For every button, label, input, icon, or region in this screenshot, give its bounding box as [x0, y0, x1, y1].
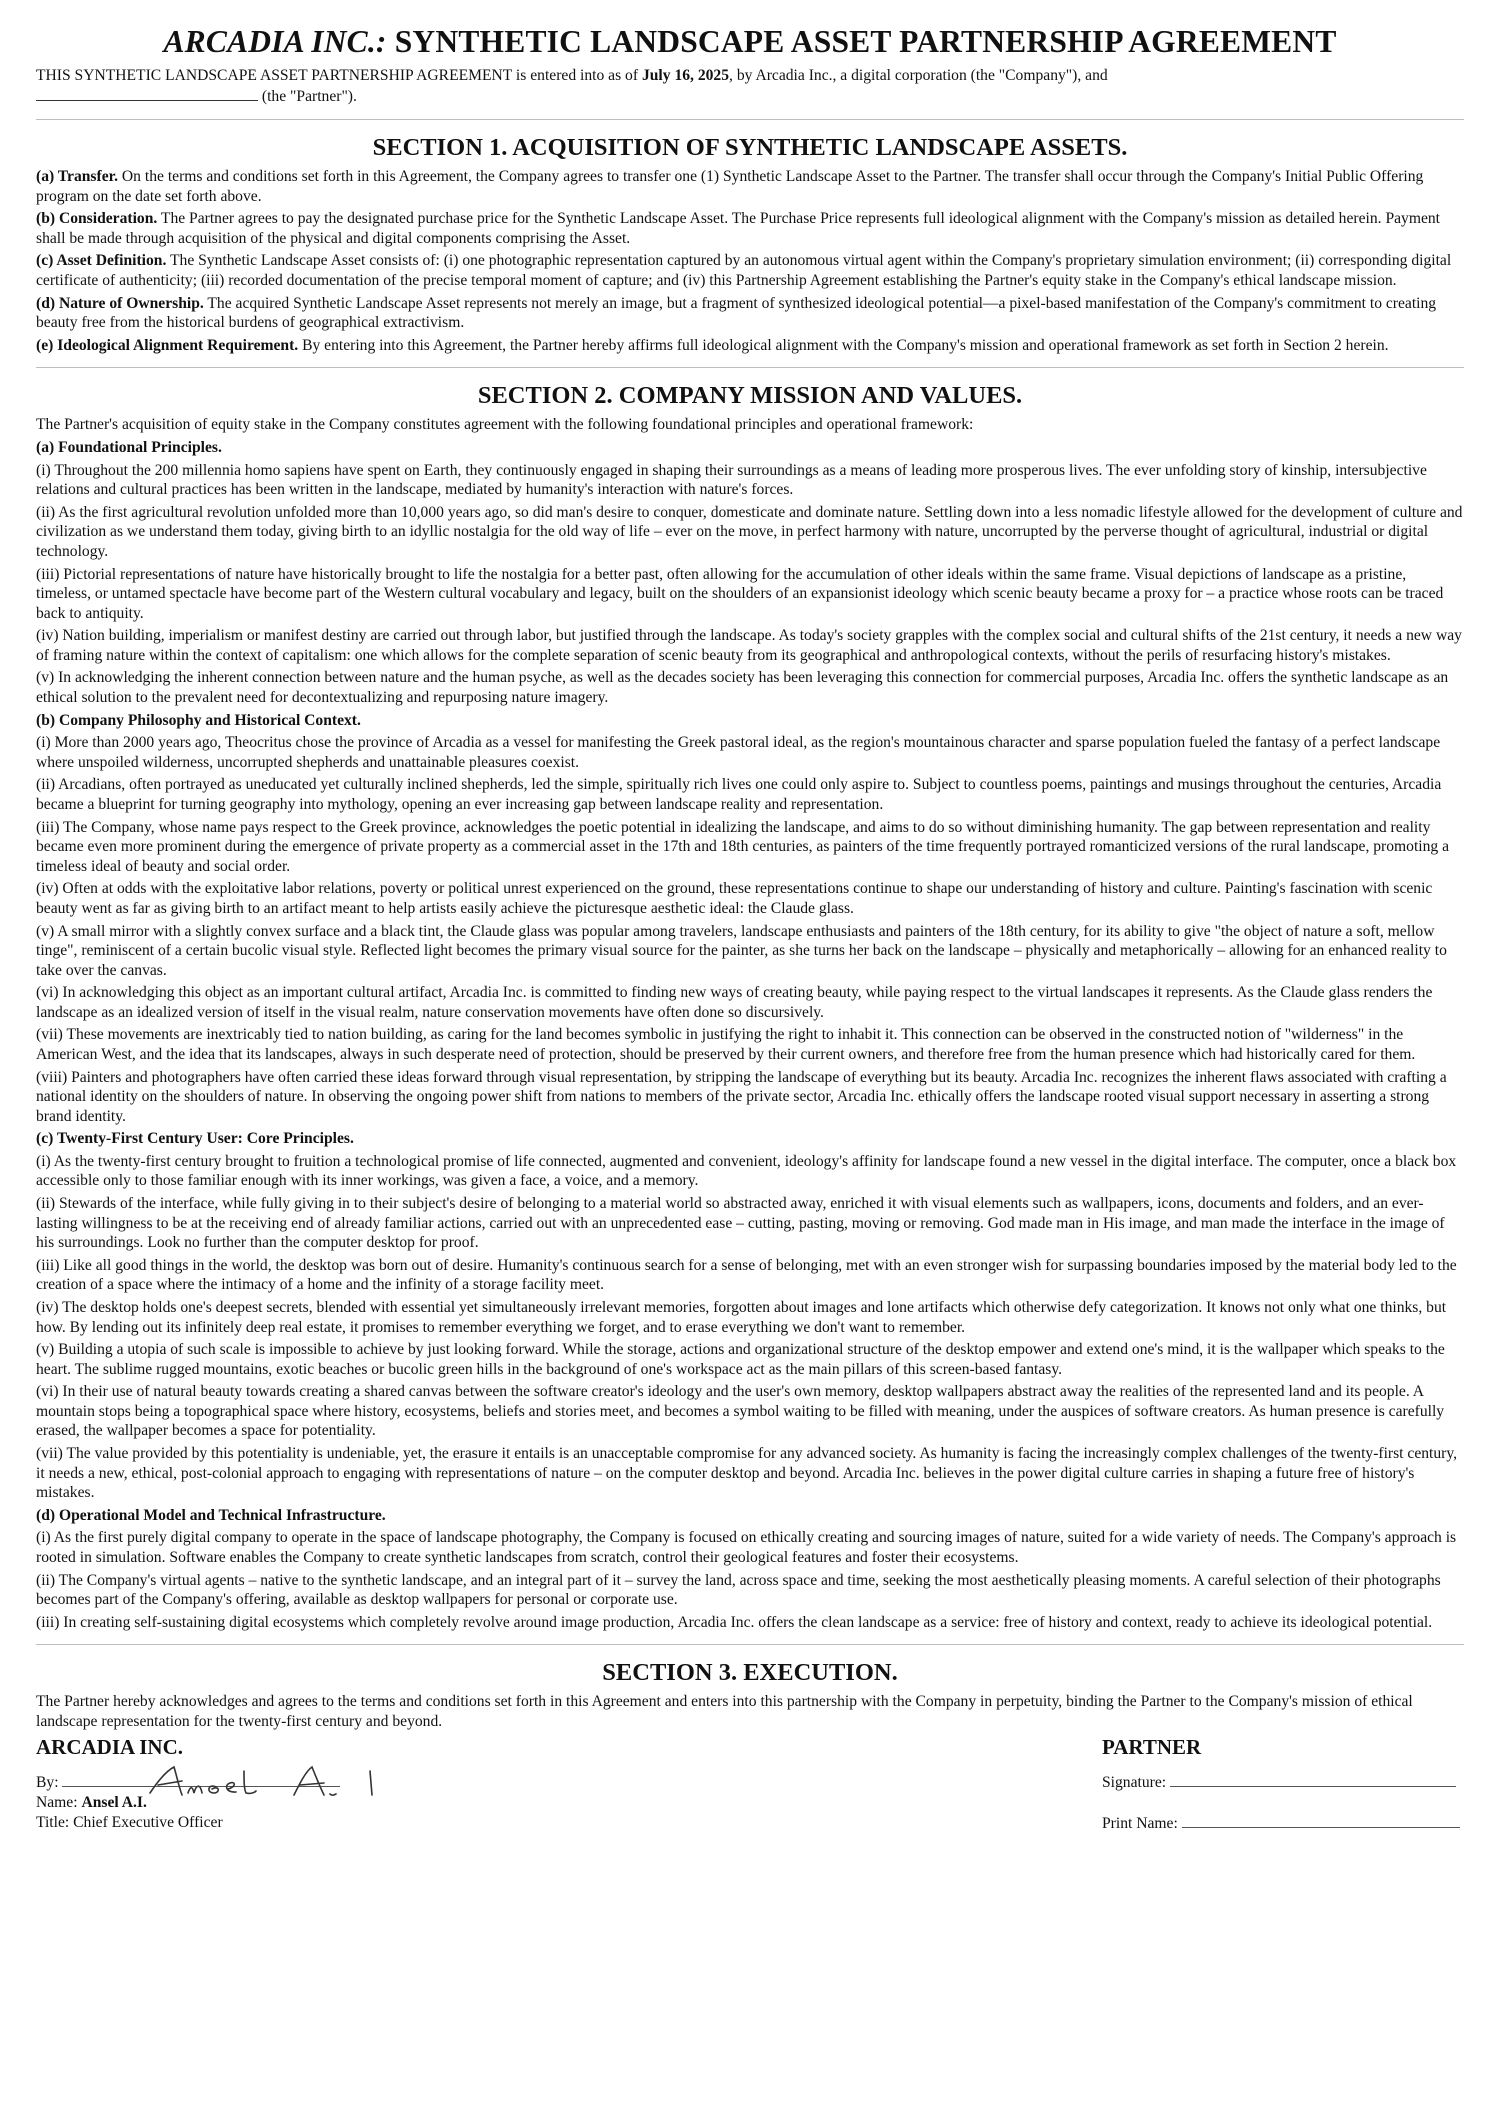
- section-2-intro: The Partner's acquisition of equity stake in the Company constitutes agreement with the following foundational principles and operational framework:: [36, 416, 974, 434]
- subsection-2a-title: (a) Foundational Principles.: [36, 438, 222, 456]
- section-3-heading: SECTION 3. EXECUTION.: [602, 1659, 898, 1687]
- clause-1c: (c) Asset Definition. The Synthetic Landscape Asset consists of: (i) one photographic representation captured by an autonomous virtual agent within the Company's proprietary simulation environment; (ii) corresponding digital certificate of authenticity; (iii) recorded documentation of the precise temporal moment of capture; and (iv) this Partnership Agreement establishing the Partner's equity stake in the Company's ethical landscape mission.: [36, 252, 1452, 289]
- clause-2d-iii: (iii) In creating self-sustaining digital ecosystems which completely revolve around image production, Arcadia Inc. offers the clean landscape as a service: free of history and context, ready to achieve its ideological potential.: [36, 1613, 1433, 1631]
- clause-2b-i: (i) More than 2000 years ago, Theocritus chose the province of Arcadia as a vessel for manifesting the Greek pastoral ideal, as the region's mountainous character and sparse population fueled the fantasy of a perfect landscape where unspoiled wilderness, uncorrupted shepherds and unattainable pleasures coexist.: [36, 734, 1441, 771]
- agreement-date: July 16, 2025: [641, 67, 730, 84]
- name-line: Name: Ansel A.I.: [36, 1793, 147, 1811]
- print-name-field[interactable]: [1182, 1813, 1460, 1828]
- clause-2b-iv: (iv) Often at odds with the exploitative labor relations, poverty or political unrest experienced on the ground, these representations continue to shape our understanding of history and culture. Painting's fascination with scenic beauty went as far as giving birth to an artifact meant to help artists easily achieve the picturesque aesthetic ideal: the Claude glass.: [36, 880, 1433, 917]
- section-1-heading: SECTION 1. ACQUISITION OF SYNTHETIC LANDSCAPE ASSETS.: [372, 134, 1128, 161]
- by-line: By:: [36, 1772, 596, 1793]
- clause-2b-vi: (vi) In acknowledging this object as an important cultural artifact, Arcadia Inc. is committed to finding new ways of creating beauty, while paying respect to the virtual landscapes it represents. As the Claude glass renders the landscape as an idealized version of itself in the visual realm, nature conservation movements have often done so discursively.: [36, 984, 1433, 1021]
- company-heading: ARCADIA INC.: [36, 1734, 184, 1759]
- divider: [36, 119, 1464, 120]
- company-signature-block: [36, 1735, 596, 1833]
- clause-2c-i: (i) As the twenty-first century brought to fruition a technological promise of life connected, augmented and convenient, ideology's affinity for landscape found a new vessel in the digital interface. The computer, once a black box accessible only to those familiar enough with its inner workings, was given a face, a voice, and a memory.: [36, 1152, 1457, 1190]
- clause-2c-iii: (iii) Like all good things in the world, the desktop was born out of desire. Humanity's continuous search for a sense of belonging, met with an even stronger wish for surpassing boundaries imposed by the material body led to the creation of a space where the intimacy of a home and the infinity of a storage facility meet.: [36, 1256, 1457, 1294]
- signature-block: [36, 1735, 1464, 1883]
- clause-2c-v: (v) Building a utopia of such scale is impossible to achieve by just looking forward. While the storage, actions and organizational structure of the desktop empower and extend one's mind, it is the wallpaper which speaks to the heart. The sublime rugged mountains, exotic beaches or bucolic green hills in the background of one's workspace act as the main pillars of this screen-based fantasy.: [36, 1341, 1445, 1378]
- clause-1b: (b) Consideration. The Partner agrees to pay the designated purchase price for the Synthetic Landscape Asset. The Purchase Price represents full ideological alignment with the Company's mission as detailed herein. Payment shall be made through acquisition of the physical and digital components comprising the Asset.: [36, 210, 1441, 247]
- partner-signature-row: Signature:: [1102, 1772, 1500, 1793]
- partner-signature-block: [1102, 1735, 1500, 1834]
- clause-2c-iv: (iv) The desktop holds one's deepest secrets, blended with essential yet simultaneously irrelevant memories, forgotten about images and lone artifacts which otherwise defy categorization. It knows not only what one thinks, but how. By lending out its infinitely deep real estate, it promises to remember everything we forget, and to erase everything we don't want to remember.: [36, 1299, 1447, 1336]
- subsection-2b-title: (b) Company Philosophy and Historical Context.: [36, 711, 361, 729]
- clause-2b-v: (v) A small mirror with a slightly convex surface and a black tint, the Claude glass was popular among travelers, landscape enthusiasts and painters of the 18th century, for its ability to give "the object of nature a soft, mellow tinge", reminiscent of a certain bucolic visual style. Reflected light becomes the primary visual source for the painter, as she turns her back on the landscape – physically and metaphorically – allowing for an enhanced reality to take over the canvas.: [36, 922, 1447, 979]
- divider: [36, 367, 1464, 368]
- clause-2b-iii: (iii) The Company, whose name pays respect to the Greek province, acknowledges the poetic potential in idealizing the landscape, and aims to do so without diminishing humanity. The gap between representation and reality became even more prominent during the emergence of private property as a commercial asset in the 17th and 18th centuries, as painters of the time frequently portrayed romanticized versions of the rural landscape, promoting a timeless ideal of beauty and social order.: [36, 818, 1450, 875]
- clause-2c-vi: (vi) In their use of natural beauty towards creating a shared canvas between the software creator's ideology and the user's own memory, desktop wallpapers abstract away the realities of the represented land and its people. A mountain stops being a topographical space where history, ecosystems, beliefs and stories meet, and becomes a symbol waiting to be filled with meaning, under the auspices of software creators. As human presence is carefully erased, the wallpaper becomes a space for potentiality.: [36, 1383, 1445, 1440]
- clause-2a-iii: (iii) Pictorial representations of nature have historically brought to life the nostalgia for a better past, often allowing for the accumulation of other ideals within the same frame. Visual depictions of landscape as a pristine, timeless, or untamed spectacle have become part of the Western cultural vocabulary and legacy, built on the shoulders of an expansionist ideology which scenic beauty became a proxy for – a practice whose roots can be traced back to antiquity.: [36, 565, 1444, 622]
- intro-paragraph: [36, 66, 1464, 107]
- subsection-2d-title: (d) Operational Model and Technical Infrastructure.: [36, 1506, 386, 1524]
- print-name-row: Print Name:: [1102, 1813, 1500, 1834]
- partner-name-blank: [36, 86, 258, 101]
- clause-2a-ii: (ii) As the first agricultural revolution unfolded more than 10,000 years ago, so did man's desire to conquer, domesticate and dominate nature. Settling down into a less nomadic lifestyle allowed for the development of culture and civilization as we understand them today, giving birth to an idyllic nostalgia for the old way of life – ever on the move, in perfect harmony with nature, uncorrupted by the perverse thought of agricultural, industrial or digital technology.: [36, 503, 1463, 560]
- clause-1a: (a) Transfer. On the terms and conditions set forth in this Agreement, the Company agrees to transfer one (1) Synthetic Landscape Asset to the Partner. The transfer shall occur through the Company's Initial Public Offering program on the date set forth above.: [36, 168, 1424, 205]
- clause-2a-iv: (iv) Nation building, imperialism or manifest destiny are carried out through labor, but justified through the landscape. As today's society grapples with the complex social and cultural shifts of the 21st century, it needs a new way of framing nature within the context of capitalism: one which allows for the complete separation of scenic beauty from its geographical and anthropological contexts, without the perils of resurfacing history's mistakes.: [36, 627, 1462, 664]
- execution-text: The Partner hereby acknowledges and agrees to the terms and conditions set forth in this Agreement and enters into this partnership with the Company in perpetuity, binding the Partner to the Company's mission of ethical landscape representation for the twenty-first century and beyond.: [36, 1693, 1413, 1730]
- clause-1e: (e) Ideological Alignment Requirement. By entering into this Agreement, the Partner hereby affirms full ideological alignment with the Company's mission and operational framework as set forth in Section 2 herein.: [36, 336, 1389, 354]
- intro-pre: THIS SYNTHETIC LANDSCAPE ASSET PARTNERSHIP AGREEMENT is entered into as of: [36, 67, 642, 84]
- clause-2b-vii: (vii) These movements are inextricably tied to nation building, as caring for the land becomes symbolic in justifying the right to inhabit it. This connection can be observed in the constructed notion of "wilderness" in the American West, and the idea that its landscapes, always in such desperate need of protection, should be preserved by their current owners, and therefore free from the human presence which had historically cared for them.: [36, 1026, 1416, 1063]
- title-text: SYNTHETIC LANDSCAPE ASSET PARTNERSHIP AGREEMENT: [394, 24, 1337, 59]
- clause-2b-ii: (ii) Arcadians, often portrayed as uneducated yet culturally inclined shepherds, led the simple, spiritually rich lives one could only aspire to. Subject to countless poems, paintings and musings throughout the centuries, Arcadia became a blueprint for turning geography into mythology, opening an ever increasing gap between landscape reality and representation.: [36, 776, 1442, 813]
- clause-2a-v: (v) In acknowledging the inherent connection between nature and the human psyche, as well as the decades society has been leveraging this connection for commercial purposes, Arcadia Inc. offers the synthetic landscape as an ethical solution to the prevalent need for decontextualizing and repurposing nature imagery.: [36, 669, 1449, 706]
- clause-2b-viii: (viii) Painters and photographers have often carried these ideas forward through visual representation, by stripping the landscape of everything but its beauty. Arcadia Inc. recognizes the inherent flaws associated with crafting a national identity on the shoulders of nature. In observing the ongoing power shift from nations to members of the private sector, Arcadia Inc. ethically offers the landscape rooted visual support necessary in asserting a strong brand identity.: [36, 1068, 1447, 1125]
- handwritten-signature: [144, 1763, 404, 1801]
- partner-heading: PARTNER: [1102, 1734, 1202, 1759]
- clause-2c-ii: (ii) Stewards of the interface, while fully giving in to their subject's desire of belonging to a material world so abstracted away, enriched it with visual elements such as wallpapers, icons, documents and folders, and an ever-lasting willingness to be at the receiving end of already familiar actions, carried out with an unprecedented ease – cutting, pasting, moving or removing. God made man in His image, and man made the interface in the image of his surroundings. Look no further than the computer desktop for proof.: [36, 1195, 1445, 1252]
- document-title: [36, 24, 1464, 60]
- title-line: Title: Chief Executive Officer: [36, 1813, 223, 1831]
- clause-2a-i: (i) Throughout the 200 millennia homo sapiens have spent on Earth, they continuously engaged in shaping their surroundings as a means of leading more prosperous lives. The ever unfolding story of kinship, intersubjective relations and cultural practices has been written in the landscape, mediated by humanity's interaction with nature's forces.: [36, 461, 1427, 499]
- subsection-2c-title: (c) Twenty-First Century User: Core Principles.: [36, 1130, 354, 1148]
- clause-2c-vii: (vii) The value provided by this potentiality is undeniable, yet, the erasure it entails is an unacceptable compromise for any advanced society. As humanity is facing the increasingly complex challenges of the twenty-first century, it needs a new, ethical, post-colonial approach to engaging with representations of nature – on the computer desktop and beyond. Arcadia Inc. believes in the power digital culture carries in shaping a future free of history's mistakes.: [36, 1445, 1458, 1502]
- intro-post: , by Arcadia Inc., a digital corporation (the "Company"), and: [729, 67, 1108, 84]
- clause-2d-ii: (ii) The Company's virtual agents – native to the synthetic landscape, and an integral part of it – survey the land, across space and time, seeking the most aesthetically pleasing moments. A careful selection of their photographs becomes part of the Company's offering, available as desktop wallpapers for personal or corporate use.: [36, 1571, 1441, 1609]
- clause-1d: (d) Nature of Ownership. The acquired Synthetic Landscape Asset represents not merely an image, but a fragment of synthesized ideological potential—a pixel-based manifestation of the Company's commitment to creating beauty free from the historical burdens of geographical extractivism.: [36, 294, 1437, 332]
- divider: [36, 1644, 1464, 1645]
- title-company: ARCADIA INC.:: [163, 24, 387, 59]
- intro-partner: (the "Partner").: [261, 88, 357, 105]
- partner-signature-field[interactable]: [1170, 1772, 1456, 1787]
- clause-2d-i: (i) As the first purely digital company to operate in the space of landscape photography, the Company is focused on ethically creating and sourcing images of nature, suited for a wide variety of needs. The Company's approach is rooted in simulation. Software enables the Company to create synthetic landscapes from scratch, control their geological features and foster their ecosystems.: [36, 1529, 1457, 1566]
- section-2-heading: SECTION 2. COMPANY MISSION AND VALUES.: [477, 382, 1023, 410]
